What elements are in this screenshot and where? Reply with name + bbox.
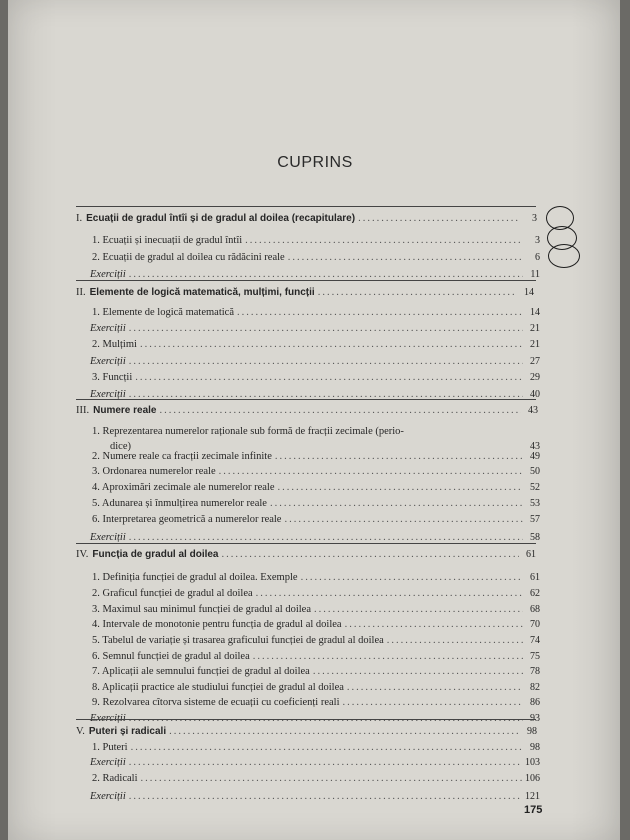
toc-item-page: 43 [530,441,540,452]
toc-item [92,603,540,617]
dot-leader [347,681,523,695]
toc-item: 1. Reprezentarea numerelor raționale sub formă de fracții zecimale (perio- [92,426,404,437]
dot-leader [129,790,522,804]
toc-item-page: 86 [530,697,540,708]
chapter-divider [76,543,536,544]
dot-leader [129,756,522,770]
dot-leader [278,481,524,495]
dot-leader [318,286,517,300]
dot-leader [219,465,523,479]
chapter-title-text: Puteri și radicali [88,726,167,737]
toc-item [92,497,540,511]
toc-item-label: 2. Graficul funcției de gradul al doilea [92,588,253,599]
toc-item-page: 58 [530,532,540,543]
chapter-number: V. [76,726,85,737]
toc-item [92,741,540,755]
chapter-number: I. [76,213,83,224]
toc-item-label: 5. Adunarea și înmulțirea numerelor reale [92,498,267,509]
toc-item [92,681,540,695]
dot-leader [275,450,523,464]
dot-leader [358,212,520,226]
dot-leader [141,772,523,786]
toc-item-page: 40 [530,389,540,400]
toc-item-page: 62 [530,588,540,599]
toc-item-label: 2. Ecuații de gradul al doilea cu rădăcini reale [92,252,285,263]
chapter-title [76,286,315,300]
toc-exercise [90,322,540,336]
toc-item [92,650,540,664]
dot-leader [140,338,523,352]
dot-leader [129,355,523,369]
dot-leader [237,306,523,320]
toc-item-label: Exerciții [90,356,126,367]
toc-item [92,371,540,385]
toc-item-label: 4. Intervale de monotonie pentru funcția de gradul al doilea [92,619,342,630]
toc-item-page: 21 [530,339,540,350]
chapter-page: 98 [527,726,537,737]
dot-leader [253,650,523,664]
toc-item-label: 8. Aplicații practice ale studiului funcției de gradul al doilea [92,682,344,693]
pen-circle-mark [548,244,580,268]
toc-item-label: Exerciții [90,532,126,543]
dot-leader [387,634,523,648]
toc-chapter [76,404,538,418]
toc-item-page: 53 [530,498,540,509]
chapter-page: 3 [532,213,537,224]
toc-item-label: 6. Interpretarea geometrică a numerelor reale [92,514,282,525]
toc-item-page: 50 [530,466,540,477]
toc-item-label: Exerciții [90,791,126,802]
toc-item-label: 2. Radicali [92,773,138,784]
chapter-title [76,212,355,226]
dot-leader [343,696,523,710]
chapter-title-text: Elemente de logică matematică, mulțimi, funcții [89,287,315,298]
chapter-page: 43 [528,405,538,416]
toc-item-page: 70 [530,619,540,630]
toc-exercise [90,756,540,770]
toc-item-page: 74 [530,635,540,646]
toc-item-label: dice) [110,441,131,452]
toc-item-label: Exerciții [90,713,126,724]
toc-item [92,481,540,495]
toc-item-page: 106 [525,773,540,784]
toc-item [92,696,540,710]
dot-leader [270,497,523,511]
toc-exercise [90,790,540,804]
toc-item-page: 82 [530,682,540,693]
toc-item [92,772,540,786]
dot-leader [135,371,523,385]
dot-leader [169,725,520,739]
toc-item-page: 75 [530,651,540,662]
toc-item [92,571,540,585]
toc-item-label: Exerciții [90,389,126,400]
dot-leader [160,404,522,418]
toc-item-label: 1. Ecuații și inecuații de gradul întîi [92,235,243,246]
chapter-divider [76,719,536,720]
chapter-title [76,725,166,739]
dot-leader [313,665,523,679]
chapter-number: III. [76,405,90,416]
dot-leader [256,587,523,601]
chapter-title [76,404,157,418]
chapter-title-text: Ecuații de gradul întîi și de gradul al doilea (recapitulare) [86,213,356,224]
chapter-title-text: Funcția de gradul al doilea [92,549,219,560]
toc-item-label: Exerciții [90,269,126,280]
toc-item [92,587,540,601]
toc-item-page: 52 [530,482,540,493]
page-title: CUPRINS [277,154,353,171]
toc-item-page: 121 [525,791,540,802]
dot-leader [301,571,523,585]
toc-item-page: 21 [530,323,540,334]
dot-leader [288,251,523,265]
toc-item-label: 2. Numere reale ca fracții zecimale infinite [92,451,272,462]
chapter-page: 61 [526,549,536,560]
toc-item-label: 1. Puteri [92,742,128,753]
dot-leader [129,322,523,336]
dot-leader [284,513,523,527]
toc-item [92,450,540,464]
toc-item [92,634,540,648]
toc-item [92,234,540,248]
toc-item-label: 3. Ordonarea numerelor reale [92,466,216,477]
toc-item-page: 14 [530,307,540,318]
chapter-number: IV. [76,549,89,560]
toc-item-label: Exerciții [90,757,126,768]
toc-item-label: 3. Funcții [92,372,133,383]
toc-item-page: 3 [535,235,540,246]
toc-item [92,665,540,679]
chapter-divider [76,280,536,281]
chapter-title [76,548,219,562]
toc-item-page: 93 [530,713,540,724]
toc-item-label: Exerciții [90,323,126,334]
toc-item [92,338,540,352]
toc-chapter [76,725,537,739]
page-number: 175 [524,804,543,816]
toc-item-label: 1. Elemente de logică matematică [92,307,234,318]
toc-item [92,306,540,320]
toc-chapter [76,286,534,300]
dot-leader [131,741,523,755]
toc-item-page: 27 [530,356,540,367]
toc-item [92,513,540,527]
toc-item-label: 5. Tabelul de variație și trasarea graficului funcției de gradul al doilea [92,635,384,646]
chapter-title-text: Numere reale [93,405,157,416]
toc-exercise [90,355,540,369]
chapter-divider [76,206,536,207]
chapter-divider [76,399,536,400]
chapter-page: 14 [524,287,534,298]
toc-item-page: 29 [530,372,540,383]
dot-leader [314,603,523,617]
toc-item-label: 3. Maximul sau minimul funcției de gradul al doilea [92,604,311,615]
toc-chapter [76,548,536,562]
toc-chapter [76,212,537,226]
toc-item-label: 6. Semnul funcției de gradul al doilea [92,651,250,662]
toc-item [92,618,540,632]
dot-leader [345,618,523,632]
chapter-number: II. [76,287,86,298]
toc-item-page: 78 [530,666,540,677]
toc-item-label: 2. Mulțimi [92,339,137,350]
toc-item-page: 49 [530,451,540,462]
toc-item-page: 6 [535,252,540,263]
toc-item-page: 103 [525,757,540,768]
toc-item-label: 4. Aproximări zecimale ale numerelor reale [92,482,275,493]
dot-leader [245,234,523,248]
toc-item-label: 7. Aplicații ale semnului funcției de gradul al doilea [92,666,310,677]
toc-item-page: 57 [530,514,540,525]
toc-item [92,251,540,265]
toc-item [92,465,540,479]
toc-item-label: 9. Rezolvarea cîtorva sisteme de ecuații cu coeficienți reali [92,697,340,708]
toc-item-label: 1. Definiția funcției de gradul al doilea. Exemple [92,572,298,583]
toc-item-page: 68 [530,604,540,615]
toc-item-page: 61 [530,572,540,583]
toc-item-page: 98 [530,742,540,753]
toc-item-page: 11 [530,269,540,280]
dot-leader [222,548,520,562]
